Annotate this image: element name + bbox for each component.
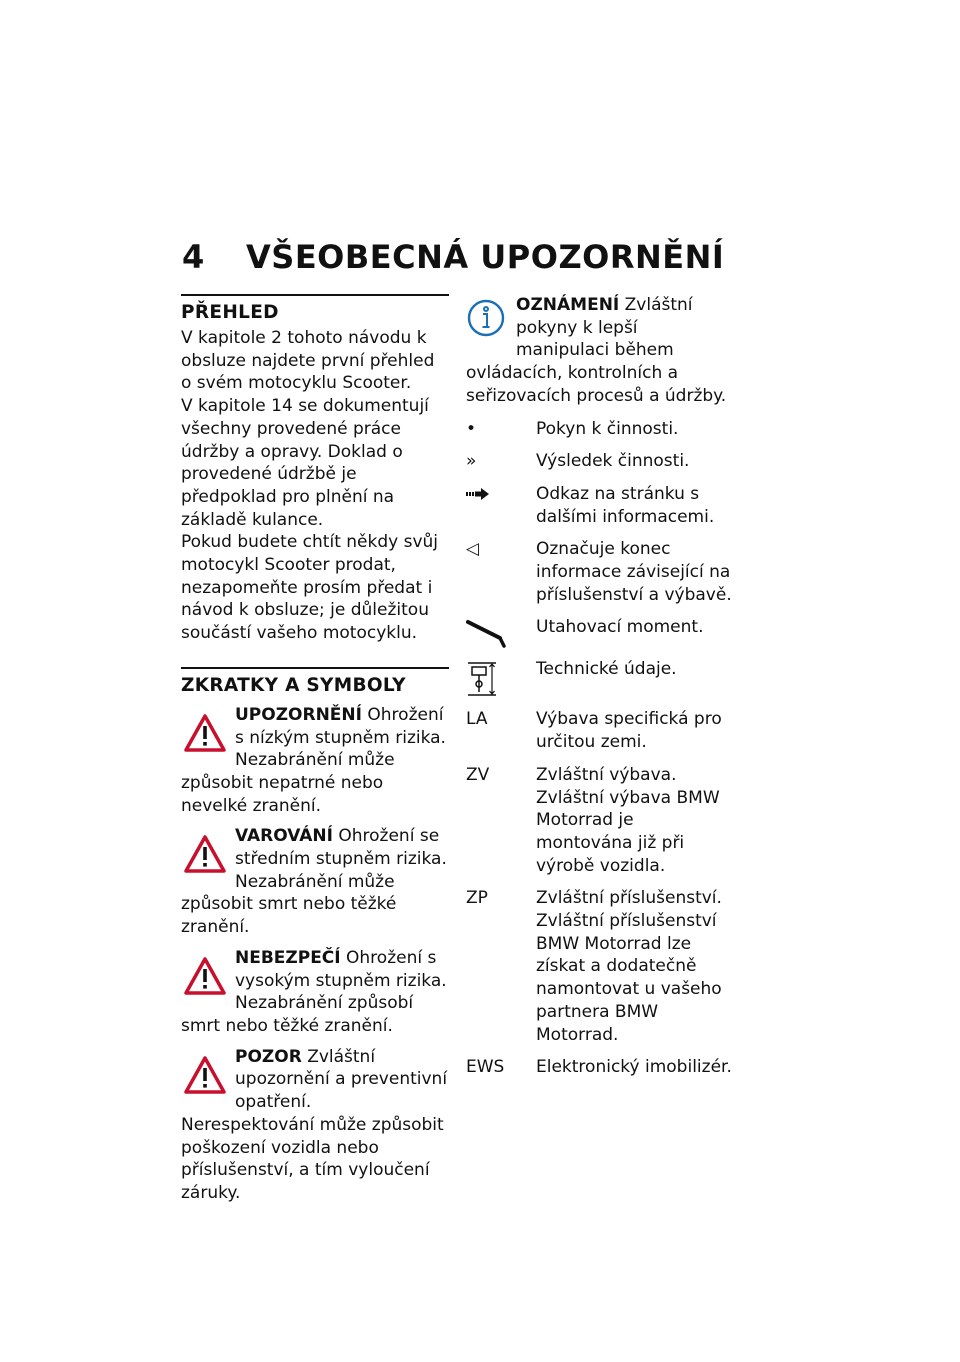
warning-lead: Zvláštní upozornění a preventivní opatření.: [235, 1046, 448, 1113]
info-icon: [466, 298, 506, 338]
warning-text: Nezabránění může způsobit smrt nebo těžké zranění.: [181, 871, 397, 938]
warning-title: NEBEZPEČÍ: [235, 947, 341, 968]
symbol-description: Zvláštní výbava.: [536, 764, 677, 785]
warning-triangle-icon: [183, 1054, 227, 1096]
warning-block-attention: [181, 1046, 449, 1205]
overview-paragraph: V kapitole 14 se dokumentují všechny provedené práce údržby a opravy. Doklad o provedené údržbě je předpoklad pro plnění na základě kulance.: [181, 396, 429, 530]
warning-text: Nezabránění způsobí smrt nebo těžké zranění.: [181, 993, 414, 1036]
left-column: [181, 294, 449, 1205]
abbreviation-ews: EWS: [466, 1057, 505, 1078]
warning-triangle-icon: [183, 833, 227, 875]
abbreviation-la: LA: [466, 709, 488, 730]
warning-lead: Ohrožení s nízkým stupněm rizika.: [235, 704, 446, 748]
section-divider: [181, 294, 449, 296]
warning-text: Nerespektování může způsobit poškození vozidla nebo příslušenství, a tím vyloučení záruky.: [181, 1114, 444, 1203]
symbol-description: Pokyn k činnosti.: [536, 418, 679, 439]
page-reference-arrow-icon: [466, 487, 490, 501]
chapter-title: [182, 238, 724, 276]
warning-triangle-icon: [183, 712, 227, 754]
symbol-row-end: [466, 538, 732, 606]
symbol-row-torque: [466, 616, 732, 648]
symbol-description: Elektronický imobilizér.: [536, 1057, 732, 1078]
section-heading-abbreviations: ZKRATKY A SYMBOLY: [181, 674, 406, 696]
warning-block-caution: [181, 704, 449, 818]
symbol-description: Zvláštní příslušenství.: [536, 888, 722, 909]
symbol-row-zp: [466, 887, 732, 1046]
symbol-row-link: [466, 483, 732, 528]
warning-lead: Ohrožení se středním stupněm rizika.: [235, 826, 447, 870]
symbol-row-technical-data: [466, 658, 732, 698]
overview-paragraph: Pokud budete chtít někdy svůj motocykl Scooter prodat, nezapomeňte prosím předat i návod k obsluze; je důležitou součástí vašeho motocyklu.: [181, 532, 439, 644]
warning-lead: Ohrožení s vysokým stupněm rizika.: [235, 947, 447, 991]
warning-triangle-icon: [183, 955, 227, 997]
symbol-description: Výbava specifická pro určitou zemi.: [536, 709, 722, 753]
symbol-description: Označuje konec informace závisející na příslušenství a výbavě.: [536, 539, 732, 605]
warning-title: VAROVÁNÍ: [235, 826, 333, 847]
symbol-description: Technické údaje.: [536, 659, 677, 680]
symbol-row-zv: [466, 764, 732, 878]
symbol-row-la: [466, 708, 732, 753]
chapter-number: 4: [182, 238, 205, 276]
warning-title: POZOR: [235, 1046, 302, 1067]
bullet-symbol: •: [466, 418, 477, 439]
warning-block-warning: [181, 825, 449, 939]
symbol-description: Odkaz na stránku s dalšími informacemi.: [536, 483, 715, 527]
right-column: [466, 294, 732, 1079]
symbol-row-ews: [466, 1056, 732, 1079]
warning-text: Nezabránění může způsobit nepatrné nebo nevelké zranění.: [181, 750, 395, 816]
torque-wrench-icon: [466, 616, 510, 648]
end-marker-symbol: ◁: [466, 539, 480, 560]
abbreviation-zv: ZV: [466, 764, 490, 785]
overview-paragraph: V kapitole 2 tohoto návodu k obsluze najdete první přehled o svém motocyklu Scooter.: [181, 328, 435, 394]
symbol-extra-description: Zvláštní výbava BMW Motorrad je montována již při výrobě vozidla.: [536, 787, 720, 876]
technical-data-icon: [466, 658, 506, 698]
symbol-row-bullet: [466, 418, 732, 441]
symbol-description: Utahovací moment.: [536, 617, 704, 638]
symbol-extra-description: Zvláštní příslušenství BMW Motorrad lze získat a dodatečně namontovat u vašeho partnera BMW Motorrad.: [536, 911, 722, 1045]
abbreviation-zp: ZP: [466, 888, 488, 909]
notice-block: [466, 294, 732, 408]
symbol-row-result: [466, 450, 732, 473]
notice-text: Zvláštní pokyny k lepší manipulaci během ovládacích, kontrolních a seřizovacích procesů a údržby.: [466, 295, 727, 406]
section-divider: [181, 667, 449, 669]
result-symbol: »: [466, 451, 477, 472]
symbol-description: Výsledek činnosti.: [536, 451, 690, 472]
chapter-heading: VŠEOBECNÁ UPOZORNĚNÍ: [246, 238, 725, 276]
notice-title: OZNÁMENÍ: [516, 295, 620, 315]
warning-title: UPOZORNĚNÍ: [235, 704, 362, 725]
warning-block-danger: [181, 947, 449, 1038]
section-heading-overview: PŘEHLED: [181, 302, 279, 323]
